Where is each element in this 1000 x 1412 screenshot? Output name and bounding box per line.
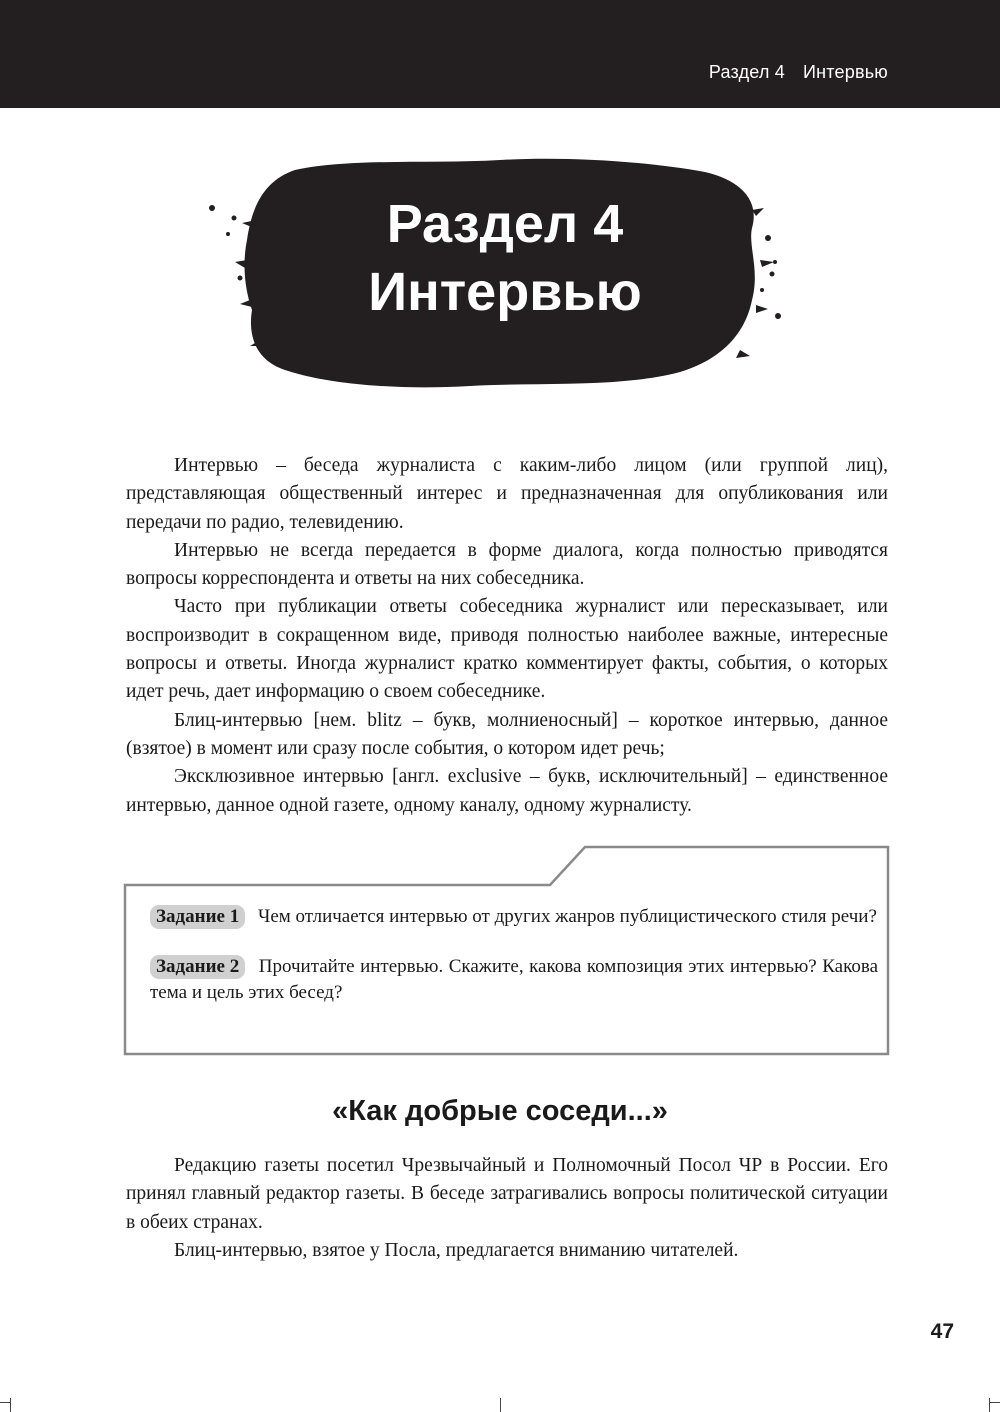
intro-text xyxy=(126,452,888,820)
section-text xyxy=(126,1152,888,1265)
task-2-text: Прочитайте интервью. Скажите, какова композиция этих интервью? Какова тема и цель этих бесед? xyxy=(150,956,879,1003)
crop-mark xyxy=(990,1402,1000,1403)
section-paragraph: Блиц-интервью, взятое у Посла, предлагается вниманию читателей. xyxy=(174,1239,739,1261)
page-number: 47 xyxy=(930,1320,954,1343)
chapter-title xyxy=(250,190,760,326)
intro-paragraph: Блиц-интервью [нем. blitz – букв, молниеносный] – короткое интервью, данное (взятое) в момент или сразу после события, о котором идет речь; xyxy=(126,709,888,759)
crop-mark xyxy=(500,1398,501,1412)
crop-mark xyxy=(10,1398,11,1412)
task-1-label: Задание 1 xyxy=(150,905,245,929)
intro-paragraph: Интервью – беседа журналиста с каким-либо лицом (или группой лиц), представляющая общественный интерес и предназначенная для опубликования или передачи по радио, телевидению. xyxy=(126,455,888,533)
running-header xyxy=(0,0,1000,108)
section-heading: «Как добрые соседи...» xyxy=(332,1095,668,1127)
section-paragraph: Редакцию газеты посетил Чрезвычайный и Полномочный Посол ЧР в России. Его принял главный редактор газеты. В беседе затрагивались вопросы политической ситуации в обеих странах. xyxy=(126,1155,888,1233)
chapter-title-line-1: Раздел 4 xyxy=(386,194,624,254)
task-1-text: Чем отличается интервью от других жанров публицистического стиля речи? xyxy=(257,906,877,927)
task-1 xyxy=(150,904,878,930)
crop-mark xyxy=(989,1398,990,1412)
header-topic: Интервью xyxy=(803,62,888,82)
intro-paragraph: Часто при публикации ответы собеседника журналист или пересказывает, или воспроизводит в сокращенном виде, приводя полностью наиболее важные, интересные вопросы и ответы. Иногда журналист кратко комментирует факты, события, о которых идет речь, дает информацию о своем собеседнике. xyxy=(126,596,888,703)
intro-paragraph: Интервью не всегда передается в форме диалога, когда полностью приводятся вопросы корреспондента и ответы на них собеседника. xyxy=(126,539,888,590)
chapter-title-line-2: Интервью xyxy=(368,262,642,322)
task-2-label: Задание 2 xyxy=(150,955,245,979)
header-section: Раздел 4 xyxy=(708,62,786,82)
intro-paragraph: Эксклюзивное интервью [англ. exclusive – букв, исключительный] – единственное интервью, данное одной газете, одному каналу, одному журналисту. xyxy=(126,766,888,816)
running-header-text xyxy=(709,62,888,83)
task-box xyxy=(150,904,878,1030)
task-2 xyxy=(150,954,878,1006)
crop-mark xyxy=(0,1402,10,1403)
